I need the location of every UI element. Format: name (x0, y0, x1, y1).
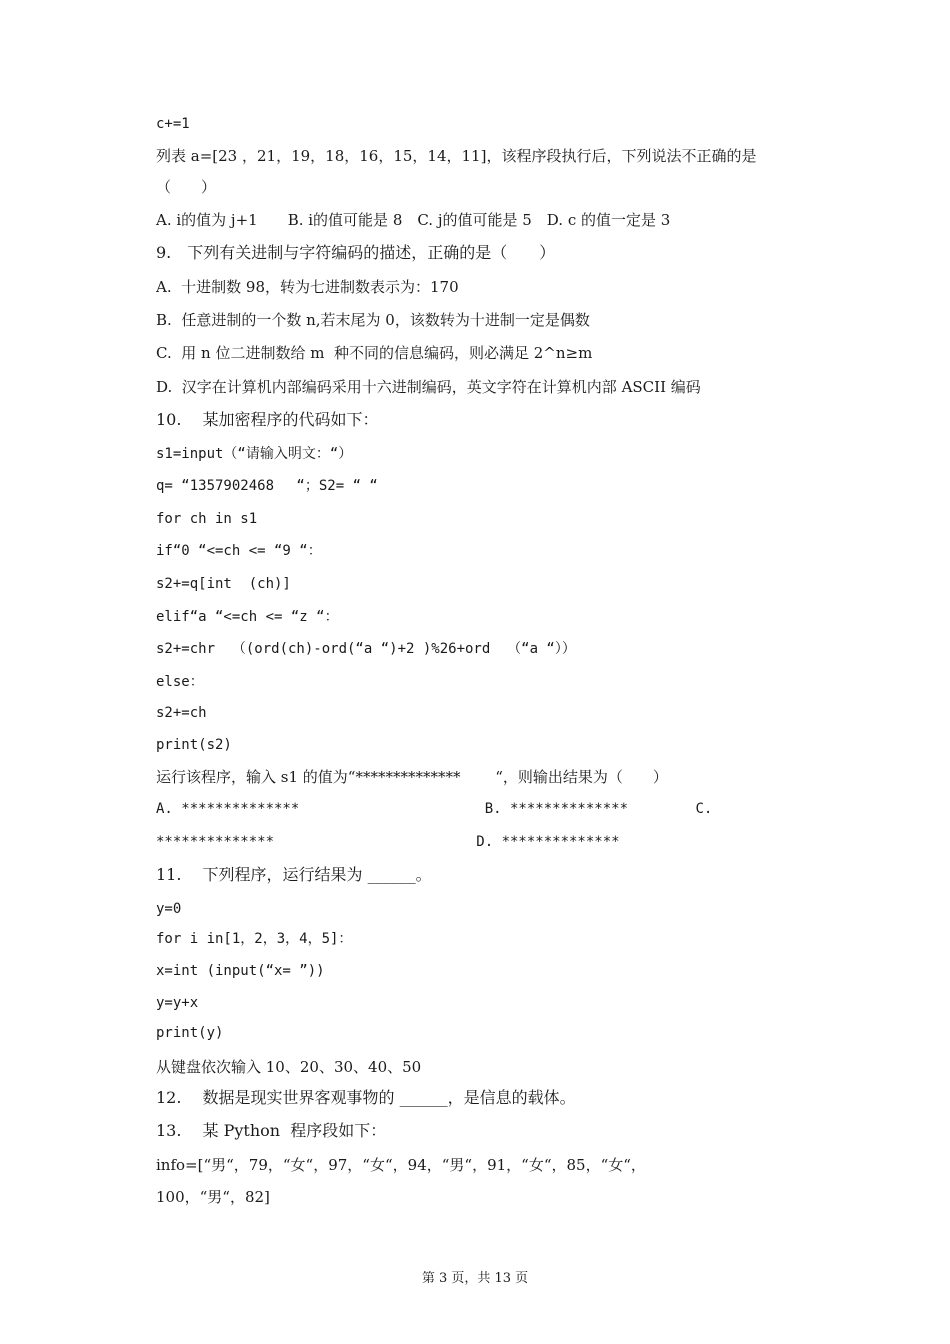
question-11: 11. 下列程序，运行结果为 ______。 (156, 865, 432, 884)
option-c: C. 用 n 位二进制数给 m 种不同的信息编码，则必满足 2^n≥m (156, 344, 593, 362)
page-footer: 第 3 页，共 13 页 (421, 1271, 529, 1286)
code-line: for ch in s1 (156, 511, 258, 527)
code-line: print(s2) (156, 737, 232, 753)
question-13: 13. 某 Python 程序段如下： (156, 1121, 387, 1140)
code-line: c+=1 (156, 116, 190, 132)
question-12: 12. 数据是现实世界客观事物的 ______，是信息的载体。 (156, 1088, 576, 1107)
code-line: for i in[1，2，3，4，5]： (156, 931, 353, 947)
code-line: y=y+x (156, 995, 199, 1011)
code-line: 100，“男“，82] (156, 1188, 270, 1206)
code-line: q= “1357902468 “；S2= “ “ (156, 478, 378, 494)
option-d: D. 汉字在计算机内部编码采用十六进制编码，英文字符在计算机内部 ASCII 编码 (156, 378, 701, 396)
code-line: elif“a “<=ch <= “z “： (156, 609, 339, 625)
option-a: A. 十进制数 98，转为七进制数表示为：170 (156, 278, 459, 296)
code-line: if“0 “<=ch <= “9 “： (156, 543, 322, 559)
code-line: s2+=ch (156, 705, 207, 721)
code-line: y=0 (156, 901, 182, 917)
code-line: print(y) (156, 1025, 224, 1041)
option-line: ************** D. ************** (156, 834, 620, 850)
text-line: 从键盘依次输入 10、20、30、40、50 (156, 1058, 422, 1076)
option-line: A. i的值为 j+1 B. i的值可能是 8 C. j的值可能是 5 D. c 的值一定是 3 (156, 211, 671, 229)
code-line: s1=input（“请输入明文：“） (156, 446, 353, 462)
code-line: s2+=q[int (ch)] (156, 576, 291, 592)
option-line: A. ************** B. ************** C. (156, 801, 713, 817)
question-10: 10. 某加密程序的代码如下： (156, 410, 379, 429)
code-line: x=int (input(“x= ”)) (156, 963, 325, 979)
code-line: s2+=chr （(ord(ch)-ord(“a “)+2 )%26+ord （“a “）） (156, 641, 576, 657)
text-line: 运行该程序，输入 s1 的值为“************** “，则输出结果为（ ） (156, 768, 668, 786)
option-b: B. 任意进制的一个数 n,若末尾为 0，该数转为十进制一定是偶数 (156, 311, 590, 329)
question-9: 9. 下列有关进制与字符编码的描述，正确的是（ ） (156, 243, 556, 262)
code-line: info=[“男“，79，“女“，97，“女“，94，“男“，91，“女“，85，“女“， (156, 1156, 646, 1174)
code-line: else： (156, 674, 204, 690)
text-line: （ ） (156, 178, 217, 196)
text-line: 列表 a=[23 ，21，19，18，16，15，14，11]，该程序段执行后，下列说法不正确的是 (156, 147, 757, 165)
